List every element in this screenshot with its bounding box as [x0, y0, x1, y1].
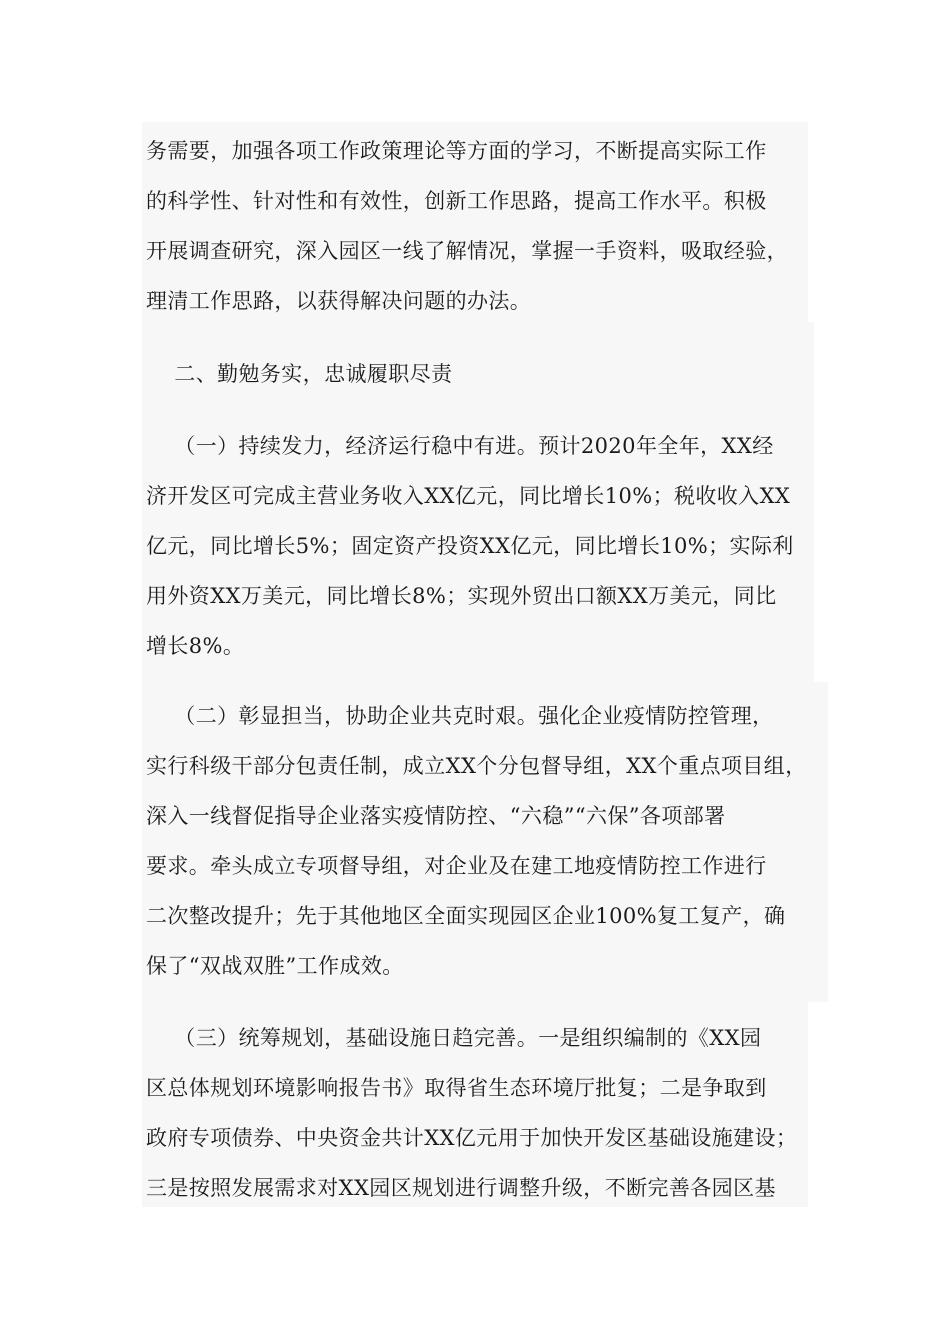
text-line: 济开发区可完成主营业务收入XX亿元，同比增长10%；税收收入XX — [146, 484, 791, 508]
text-line: 三是按照发展需求对XX园区规划进行调整升级，不断完善各园区基 — [146, 1176, 776, 1200]
text-line: 区总体规划环境影响报告书》取得省生态环境厅批复；二是争取到 — [146, 1076, 767, 1100]
text-line: （三）统筹规划，基础设施日趋完善。一是组织编制的《XX园 — [146, 1026, 762, 1050]
text-line: 实行科级干部分包责任制，成立XX个分包督导组，XX个重点项目组， — [146, 754, 807, 778]
text-line: 保了“双战双胜”工作成效。 — [146, 954, 404, 978]
text-line: 深入一线督促指导企业落实疫情防控、“六稳”“六保”各项部署 — [146, 804, 726, 828]
text-line: 二次整改提升；先于其他地区全面实现园区企业100%复工复产，确 — [146, 904, 786, 928]
text-line: 增长8%。 — [146, 634, 245, 658]
text-line: （二）彰显担当，协助企业共克时艰。强化企业疫情防控管理， — [146, 704, 774, 728]
text-line: 的科学性、针对性和有效性，创新工作思路，提高工作水平。积极 — [146, 189, 767, 213]
text-line: 要求。牵头成立专项督导组，对企业及在建工地疫情防控工作进行 — [146, 854, 767, 878]
section-heading: 二、勤勉务实，忠诚履职尽责 — [146, 362, 453, 386]
text-line: （一）持续发力，经济运行稳中有进。预计2020年全年，XX经 — [146, 434, 774, 458]
text-line: 务需要，加强各项工作政策理论等方面的学习，不断提高实际工作 — [146, 139, 767, 163]
text-line: 政府专项债券、中央资金共计XX亿元用于加快开发区基础设施建设； — [146, 1126, 798, 1150]
text-line: 开展调查研究，深入园区一线了解情况，掌握一手资料，吸取经验， — [146, 239, 788, 263]
text-line: 用外资XX万美元，同比增长8%；实现外贸出口额XX万美元，同比 — [146, 584, 777, 608]
text-line: 理清工作思路，以获得解决问题的办法。 — [146, 289, 532, 313]
text-line: 亿元，同比增长5%；固定资产投资XX亿元，同比增长10%；实际利 — [146, 534, 794, 558]
